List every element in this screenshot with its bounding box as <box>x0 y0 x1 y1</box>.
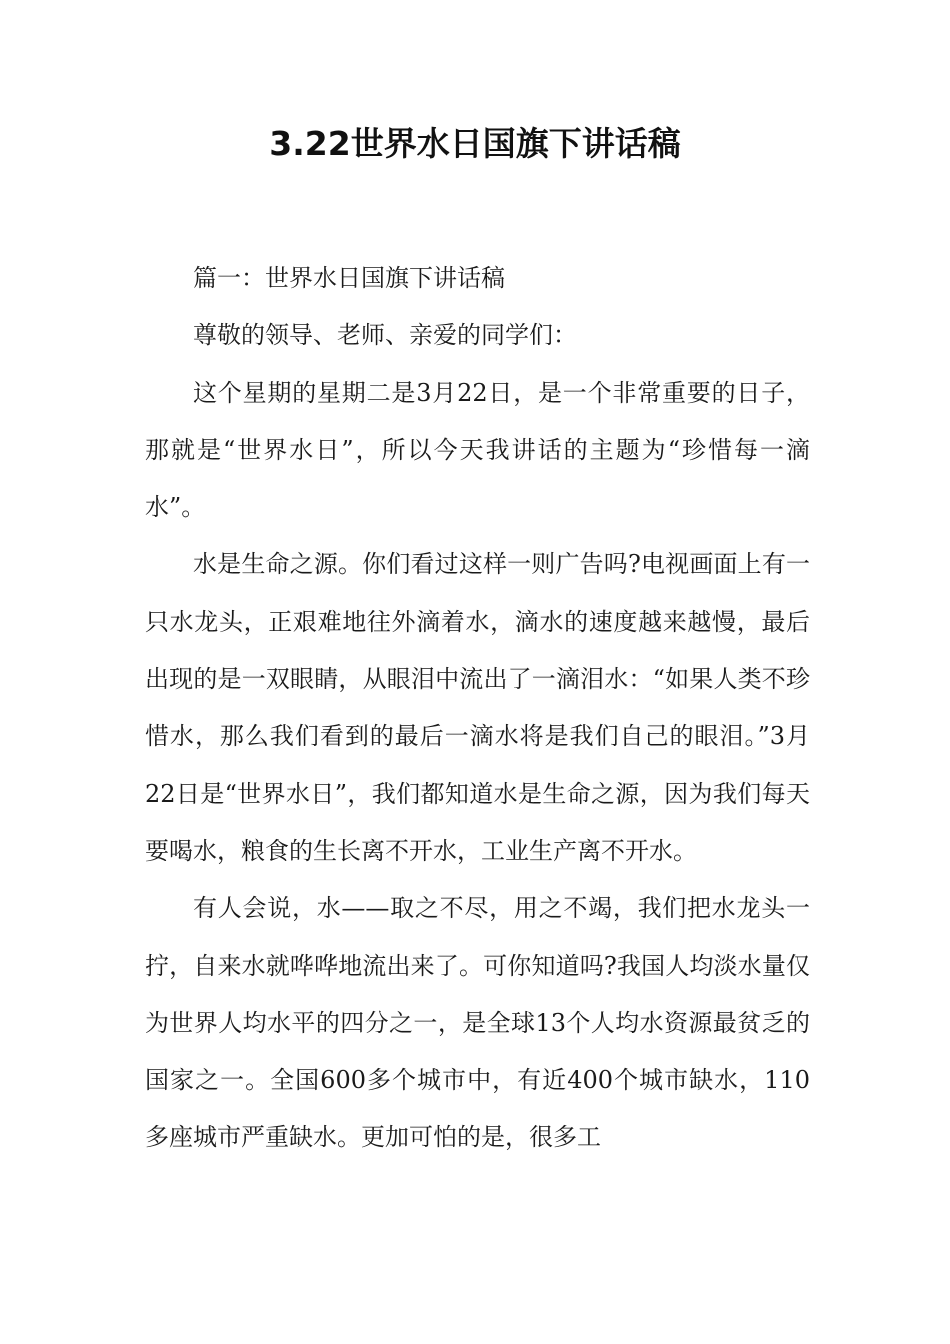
document-title: 3.22世界水日国旗下讲话稿 <box>269 124 681 163</box>
document-body <box>145 250 810 1167</box>
paragraph: 水是生命之源。你们看过这样一则广告吗?电视画面上有一只水龙头，正艰难地往外滴着水，滴水的速度越来越慢，最后出现的是一双眼睛，从眼泪中流出了一滴泪水：“如果人类不珍惜水，那么我们看到的最后一滴水将是我们自己的眼泪。”3月22日是“世界水日”，我们都知道水是生命之源，因为我们每天要喝水，粮食的生长离不开水，工业生产离不开水。 <box>145 550 810 865</box>
paragraph: 有人会说，水——取之不尽，用之不竭，我们把水龙头一拧，自来水就哗哗地流出来了。可你知道吗?我国人均淡水量仅为世界人均水平的四分之一，是全球13个人均水资源最贫乏的国家之一。全国600多个城市中，有近400个城市缺水，110多座城市严重缺水。更加可怕的是，很多工 <box>145 894 810 1152</box>
paragraph: 这个星期的星期二是3月22日，是一个非常重要的日子，那就是“世界水日”，所以今天我讲话的主题为“珍惜每一滴水”。 <box>145 378 810 522</box>
paragraph-heading: 篇一：世界水日国旗下讲话稿 <box>193 264 505 292</box>
paragraph-salutation: 尊敬的领导、老师、亲爱的同学们： <box>193 321 577 350</box>
